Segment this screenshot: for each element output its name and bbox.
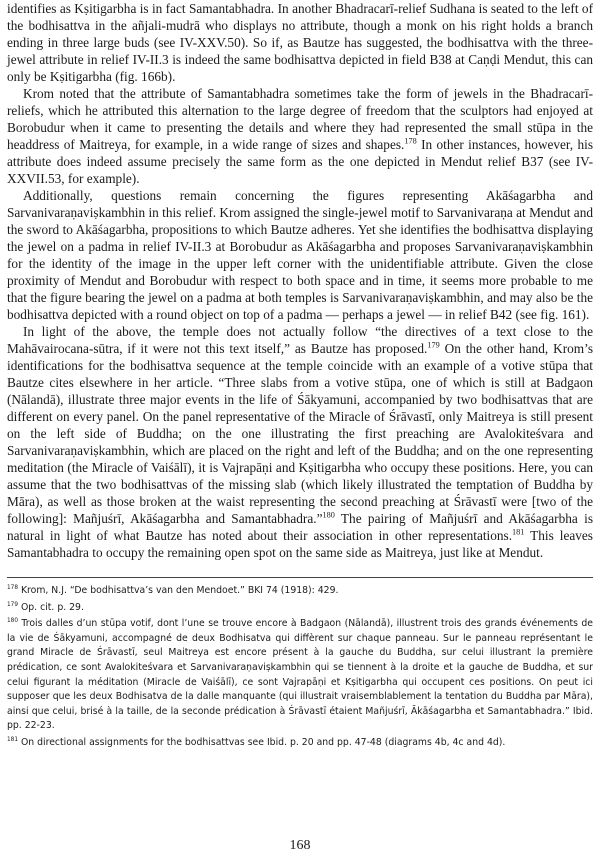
footnote-text: Krom, N.J. “De bodhisattva’s van den Mendoet.” BKI 74 (1918): 429. [17,585,339,596]
body-text [7,0,593,561]
footnote-179 [7,601,593,616]
footnote-ref-179[interactable]: 179 [427,340,440,350]
footnote-number: 179 [7,601,18,608]
paragraph-4-text-d: This leaves Samantabhadra to occupy the remaining open spot on the same side as Maitreya, just like at Mendut. [7,528,593,560]
footnote-number: 180 [7,618,18,625]
paragraph-4-text-b: On the other hand, Krom’s identifications for the bodhisattva sequence at the temple coincide with an example of a votive stūpa that Bautze cites elsewhere in her article. “Three slabs from a votive stūpa, one of which is still at Badgaon (Nālandā), illustrate three major events in the life of Śākyamuni, accompanied by two bodhisattvas that are different on every panel. On the panel representative of the Miracle of Śrāvastī, only Maitreya is still present on the left side of Buddha; on the one illustrating the first preaching are Avalokiteśvara and Sarvanivaraṇaviṣkambhin, which are placed on the right and left of the Buddha; and on the one representing meditation (the Miracle of Vaiśālī), it is Vajrapāṇi and Kṣitigarbha who occupy these positions. Here, you can assume that the two bodhisattvas of the missing slab (which likely illustrated the temptation of Buddha by Māra), as well as those broken at the waist representing the second preaching at Śrāvastī were [two of the following]: Mañjuśrī, Akāśagarbha and Samantabhadra.” [7,341,593,526]
paragraph-2-text-a: Krom noted that the attribute of Samantabhadra sometimes take the form of jewels in the Bhadracarī-reliefs, which he attributed this alternation to the large degree of freedom that the sculptors had enjoyed at Borobudur when it came to presenting the details and where they had represented the small stūpa in the headdress of Maitreya, for example, in a wide range of sizes and shapes. [7,86,593,152]
footnote-divider [7,577,593,578]
page-number: 168 [289,838,311,853]
footnote-text: Trois dalles d’un stūpa votif, dont l’une se trouve encore à Badgaon (Nālandā), illustrent trois des grands événements de la vie de Śākyamuni, accompagné de deux Bodhisatva qui diffèrent sur chaque panneau. Sur le panneau représentant le grand Miracle de Śrāvastī, seul Maitreya est encore présent à la gauche du Buddha, sur celui illustrant la première prédication, ce sont Avalokiteśvara et Sarvanivaraṇaviṣkambhin qui se tiennent à la droite et la gauche de Buddha, et sur celui figurant la méditation (Miracle de Vaiśālī), ce sont Vajrapāṇi et Kṣitigarbha qui occupent ces positions. On peut ici supposer que les deux Bodhisatva de la dalle manquante (qui illustrait vraisemblablement la tentation du Buddha par Māra), ainsi que celui, brisé à la taille, de la seconde prédication à Śrāvastī étaient Mañjuśrī, Ākāśagarbha et Samantabhadra.” Ibid. pp. 22-23. [7,618,593,732]
paragraph-4-text-a: In light of the above, the temple does not actually follow “the directives of a text close to the Mahāvairocana-sūtra, if it were not this text itself,” as Bautze has proposed. [7,324,593,356]
footnote-ref-181[interactable]: 181 [512,527,525,537]
paragraph-1: identifies as Kṣitigarbha is in fact Samantabhadra. In another Bhadracarī-relief Sudhana is seated to the left of the bodhisattva in the añjali-mudrā who displays no attribute, though a monk on his right holds a branch ending in three large buds (see IV-XXV.50). So if, as Bautze has suggested, the bodhisattva with the three-jewel attribute in relief IV-II.3 is indeed the same bodhisattva depicted in field B38 at Caṇḍi Mendut, this can only be Kṣitigarbha (fig. 166b). [7,1,593,84]
paragraph-4 [7,323,593,561]
footnote-text: Op. cit. p. 29. [17,601,84,613]
footnote-180 [7,617,593,734]
footnote-ref-178[interactable]: 178 [404,136,417,146]
paragraph-4-text-c: The pairing of Mañjuśrī and Akāśagarbha is natural in light of what Bautze has noted about their association in other representations. [7,511,593,543]
paragraph-3: Additionally, questions remain concerning the figures representing Akāśagarbha and Sarvanivaraṇaviṣkambhin in this relief. Krom assigned the single-jewel motif to Sarvanivaraṇa at Mendut and the sword to Akāśagarbha, propositions to which Bautze adheres. Yet she identifies the bodhisattva displaying the jewel on a padma in relief IV-II.3 at Borobudur as Akāśagarbha and proposes Sarvanivaraṇaviṣkambhin for the identity of the image in the upper left corner with the unidentifiable attribute. Given the close proximity of Mendut and Borobudur with respect to both space and in time, it seems more probable to me that the figure bearing the jewel on a padma at both temples is Sarvanivaraṇaviṣkambhin, and may also be the bodhisattva depicted with a round object on top of a padma — perhaps a jewel — in relief B42 (see fig. 161). [7,188,593,322]
footnote-text: On directional assignments for the bodhisattvas see Ibid. p. 20 and pp. 47-48 (diagrams 4b, 4c and 4d). [17,736,506,748]
footnote-181 [7,736,593,751]
footnotes [7,584,593,751]
footnote-178 [7,584,593,599]
paragraph-2 [7,85,593,187]
paragraph-2-text-b: In other instances, however, his attribute does indeed assume precisely the same form as the one depicted in Mendut relief B37 (see IV-XXVII.53, for example). [7,137,593,186]
footnote-ref-180[interactable]: 180 [322,510,335,520]
footnote-number: 181 [7,736,18,743]
footnote-number: 178 [7,584,18,591]
